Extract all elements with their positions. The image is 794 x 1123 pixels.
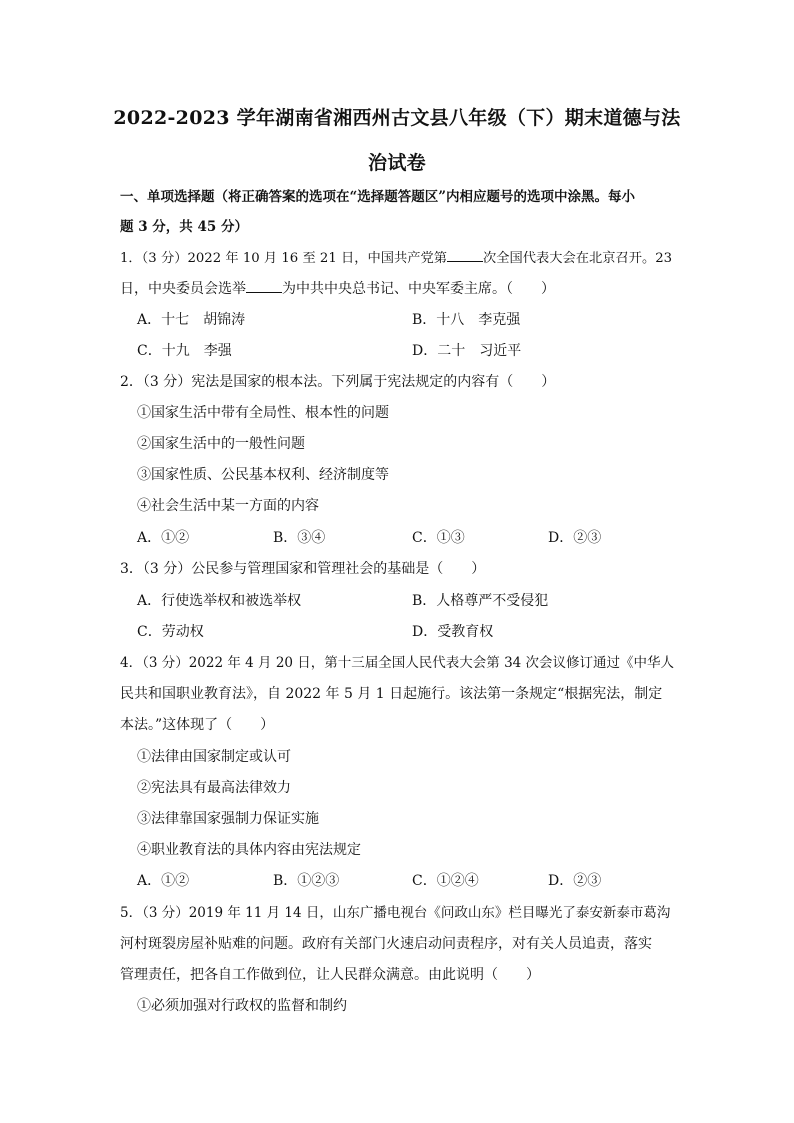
q1-option-a: A．十七 胡锦涛	[137, 312, 246, 328]
q3-option-c: C．劳动权	[137, 624, 204, 640]
q2-stem: 2．（3 分）宪法是国家的根本法。下列属于宪法规定的内容有（ ）	[120, 374, 556, 390]
q1-stem-text-a: 1．（3 分）2022 年 10 月 16 至 21 日，中国共产党第	[120, 251, 447, 266]
q3-option-b: B．人格尊严不受侵犯	[412, 593, 549, 609]
q4-item-4: ④职业教育法的具体内容由宪法规定	[137, 842, 361, 858]
q4-item-1: ①法律由国家制定或认可	[137, 749, 291, 765]
q1-stem-text-c: 日，中央委员会选举	[120, 281, 246, 297]
q2-option-d: D．②③	[548, 530, 602, 546]
q3-stem: 3．（3 分）公民参与管理国家和管理社会的基础是（ ）	[120, 561, 486, 577]
q2-item-3: ③国家性质、公民基本权利、经济制度等	[137, 467, 389, 483]
exam-title-line1: 2022-2023 学年湖南省湘西州古文县八年级（下）期末道德与法	[113, 107, 681, 129]
q2-item-4: ④社会生活中某一方面的内容	[137, 498, 319, 514]
q4-item-3: ③法律靠国家强制力保证实施	[137, 811, 319, 827]
q1-option-b: B．十八 李克强	[412, 312, 521, 328]
q5-stem-line1: 5．（3 分）2019 年 11 月 14 日，山东广播电视台《问政山东》栏目曝光了泰安新泰市葛沟	[120, 905, 671, 921]
q1-blank-1	[447, 249, 483, 262]
q4-item-2: ②宪法具有最高法律效力	[137, 780, 291, 796]
q2-item-2: ②国家生活中的一般性问题	[137, 436, 305, 452]
q1-stem-text-d: 为中共中央总书记、中央军委主席。（ ）	[282, 281, 555, 297]
q5-stem-line3: 管理责任，把各自工作做到位，让人民群众满意。由此说明（ ）	[120, 967, 540, 983]
q4-stem-line2: 民共和国职业教育法》，自 2022 年 5 月 1 日起施行。该法第一条规定“根据宪法，制定	[120, 686, 663, 702]
q4-option-c: C．①②④	[412, 873, 479, 889]
q3-option-d: D．受教育权	[412, 624, 494, 640]
q5-stem-line2: 河村斑裂房屋补贴难的问题。政府有关部门火速启动问责程序，对有关人员追责，落实	[120, 936, 652, 952]
q4-stem-line3: 本法。”这体现了（ ）	[120, 717, 275, 733]
exam-title-line2: 治试卷	[368, 152, 426, 174]
section-heading-line2: 题 3 分，共 45 分）	[120, 219, 248, 235]
q5-item-1: ①必须加强对行政权的监督和制约	[137, 998, 347, 1014]
q1-stem-text-b: 次全国代表大会在北京召开。23	[482, 251, 673, 266]
q4-option-b: B．①②③	[273, 873, 340, 889]
q2-item-1: ①国家生活中带有全局性、根本性的问题	[137, 405, 389, 421]
q1-option-d: D．二十 习近平	[412, 343, 522, 359]
q4-stem-line1: 4．（3 分）2022 年 4 月 20 日，第十三届全国人民代表大会第 34 次会议修订通过《中华人	[120, 655, 675, 671]
q2-option-c: C．①③	[412, 530, 465, 546]
section-heading-line1: 一、单项选择题（将正确答案的选项在“选择题答题区”内相应题号的选项中涂黑。每小	[120, 189, 636, 205]
q2-option-a: A．①②	[137, 530, 190, 546]
q4-option-d: D．②③	[548, 873, 602, 889]
q1-stem-line1	[120, 249, 672, 268]
q4-option-a: A．①②	[137, 873, 190, 889]
q1-blank-2	[246, 280, 282, 293]
q1-option-c: C．十九 李强	[137, 343, 232, 359]
q1-stem-line2	[120, 280, 555, 298]
q2-option-b: B．③④	[273, 530, 326, 546]
q3-option-a: A．行使选举权和被选举权	[137, 593, 302, 609]
